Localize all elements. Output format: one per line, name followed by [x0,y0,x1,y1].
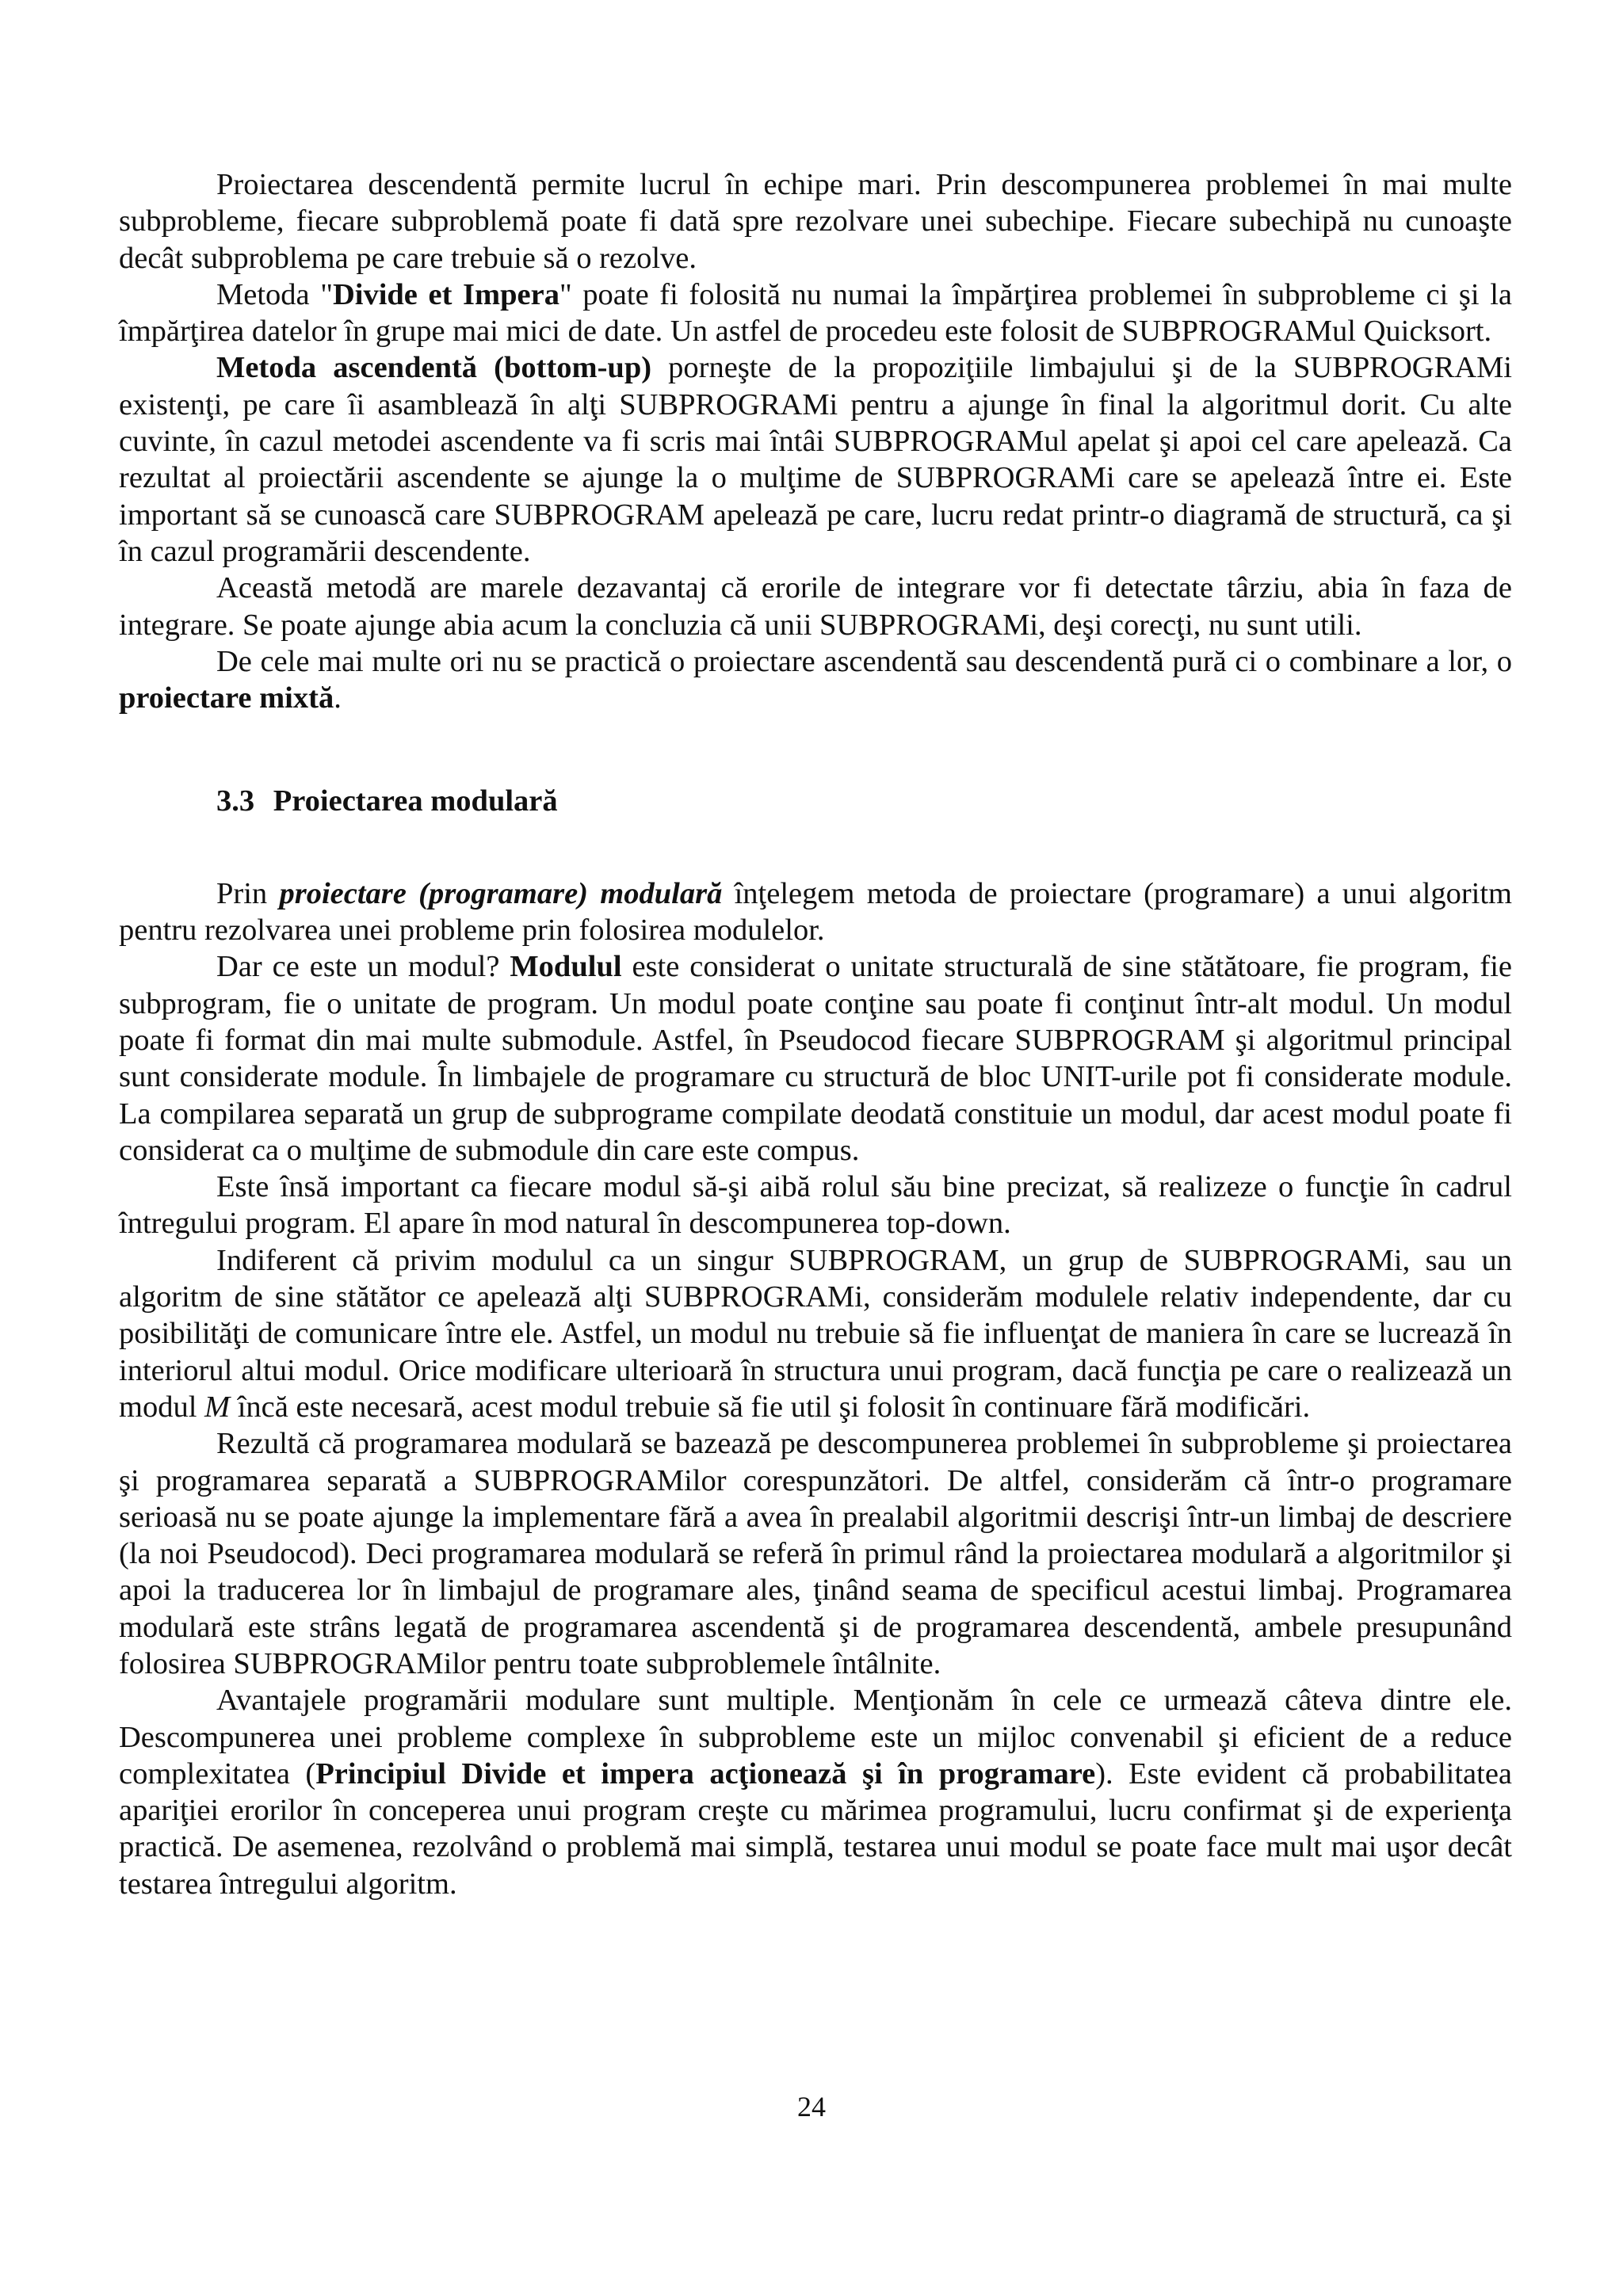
section-number: 3.3 [216,784,255,818]
bold-text: Divide et Impera [332,277,559,311]
text-run: este considerat o unitate structurală de sine stătătoare, fie program, fie subprogram, fie o unitate de program. Un modul poate conţine sau poate fi conţinut într-alt modul. Un modul poate fi format din mai multe submodule. Astfel, în Pseudocod fiecare SUBPROGRAM şi algoritmul principal sunt considerate module. În limbajele de programare cu structură de bloc UNIT-urile pot fi considerate module. La compilarea separată un grup de subprograme compilate deodată constituie un modul, dar acest modul poate fi considerat ca o mulţime de submodule din care este compus. [119,950,1512,1167]
paragraph [119,875,1512,949]
text-run: Metoda " [216,277,333,311]
text-run: Prin [216,876,280,910]
section-title: Proiectarea modulară [273,784,558,818]
paragraph [119,1242,1512,1425]
text-run: ). Este evident că probabilitatea apariţiei erorilor în conceperea unui program creşte cu mărimea programului, lucru confirmat şi de experienţa practică. De asemenea, rezolvând o problemă mai simplă, testarea unui modul se poate face mult mai uşor decât testarea întregului algoritm. [119,1756,1513,1901]
bold-text: proiectare (programare) modulară [279,876,723,910]
text-run: Această metodă are marele dezavantaj că erorile de integrare vor fi detectate târziu, abia în faza de integrare. Se poate ajunge abia acum la concluzia că unii SUBPROGRAMi, deşi corecţi, nu sunt utili. [119,571,1512,642]
bold-text: proiectare mixtă [119,681,334,715]
bold-text: Principiul Divide et impera acţionează şi în programare [315,1756,1096,1791]
text-run: Dar ce este un modul? [216,950,510,984]
text-run: . [334,681,342,715]
text-run: Proiectarea descendentă permite lucrul în echipe mari. Prin descompunerea problemei în mai multe subprobleme, fiecare subproblemă poate fi dată spre rezolvare unei subechipe. Fiecare subechipă nu cunoaşte decât subproblema pe care trebuie să o rezolve. [119,168,1512,275]
bold-text: Modulul [510,950,622,984]
section-heading [216,783,1512,819]
text-run: porneşte de la propoziţiile limbajului şi de la SUBPROGRAMi existenţi, pe care îi asamblează în alţi SUBPROGRAMi pentru a ajunge în final la algoritmul dorit. Cu alte cuvinte, în cazul metodei ascendente va fi scris mai întâi SUBPROGRAMul apelat şi apoi cel care apelează. Ca rezultat al proiectării ascendente se ajunge la o mulţime de SUBPROGRAMi care se apelează între ei. Este important să se cunoască care SUBPROGRAM apelează pe care, lucru redat printr-o diagramă de structură, ca şi în cazul programării descendente. [119,351,1512,568]
paragraph [119,1425,1512,1682]
text-run: De cele mai multe ori nu se practică o proiectare ascendentă sau descendentă pură ci o combinare a lor, o [216,644,1512,678]
body-text-top [119,166,1512,716]
text-run: " poate fi folosită nu numai la împărţirea problemei în subprobleme ci şi la împărţirea datelor în grupe mai mici de date. Un astfel de procedeu este folosit de SUBPROGRAMul Quicksort. [119,277,1513,349]
paragraph [119,1169,1512,1242]
text-run: Indiferent că privim modulul ca un singur SUBPROGRAM, un grup de SUBPROGRAMi, sau un algoritm de sine stătător ce apelează alţi SUBPROGRAMi, considerăm modulele relativ independente, dar cu posibilităţi de comunicare între ele. Astfel, un modul nu trebuie să fie influenţat de maniera în care se lucrează în interiorul altui modul. Orice modificare ulterioară în structura unui program, dacă funcţia pe care o realizează un modul [119,1243,1512,1424]
document-page [119,166,1512,1902]
paragraph [119,570,1512,643]
page-number: 24 [797,2091,826,2122]
bold-text: Metoda ascendentă (bottom-up) [216,351,652,385]
paragraph [119,1682,1512,1902]
text-run: înţelegem metoda de proiectare (programare) a unui algoritm pentru rezolvarea unei probleme prin folosirea modulelor. [119,876,1512,948]
body-text-bottom [119,875,1512,1902]
text-run: Avantajele programării modulare sunt multiple. Menţionăm în cele ce urmează câteva dintre ele. Descompunerea unei probleme complexe în subprobleme este un mijloc convenabil şi eficient de a reduce complexitatea ( [119,1684,1512,1791]
paragraph [119,948,1512,1169]
text-run: Rezultă că programarea modulară se bazează pe descompunerea problemei în subprobleme şi proiectarea şi programarea separată a SUBPROGRAMilor corespunzători. De altfel, considerăm că într-o programare serioasă nu se poate ajunge la implementare fără a avea în prealabil algoritmii descrişi într-un limbaj de descriere (la noi Pseudocod). Deci programarea modulară se referă în primul rând la proiectarea modulară a algoritmilor şi apoi la traducerea lor în limbajul de programare ales, ţinând seama de specificul acestui limbaj. Programarea modulară este strâns legată de programarea ascendentă şi de programarea descendentă, ambele presupunând folosirea SUBPROGRAMilor pentru toate subproblemele întâlnite. [119,1427,1512,1680]
italic-text: M [204,1390,231,1424]
text-run: Este însă important ca fiecare modul să-şi aibă rolul său bine precizat, să realizeze o funcţie în cadrul întregului program. El apare în mod natural în descompunerea top-down. [119,1170,1512,1241]
paragraph [119,166,1512,277]
paragraph [119,277,1512,350]
paragraph [119,349,1512,570]
text-run: încă este necesară, acest modul trebuie să fie util şi folosit în continuare fără modificări. [230,1390,1311,1424]
paragraph [119,643,1512,717]
